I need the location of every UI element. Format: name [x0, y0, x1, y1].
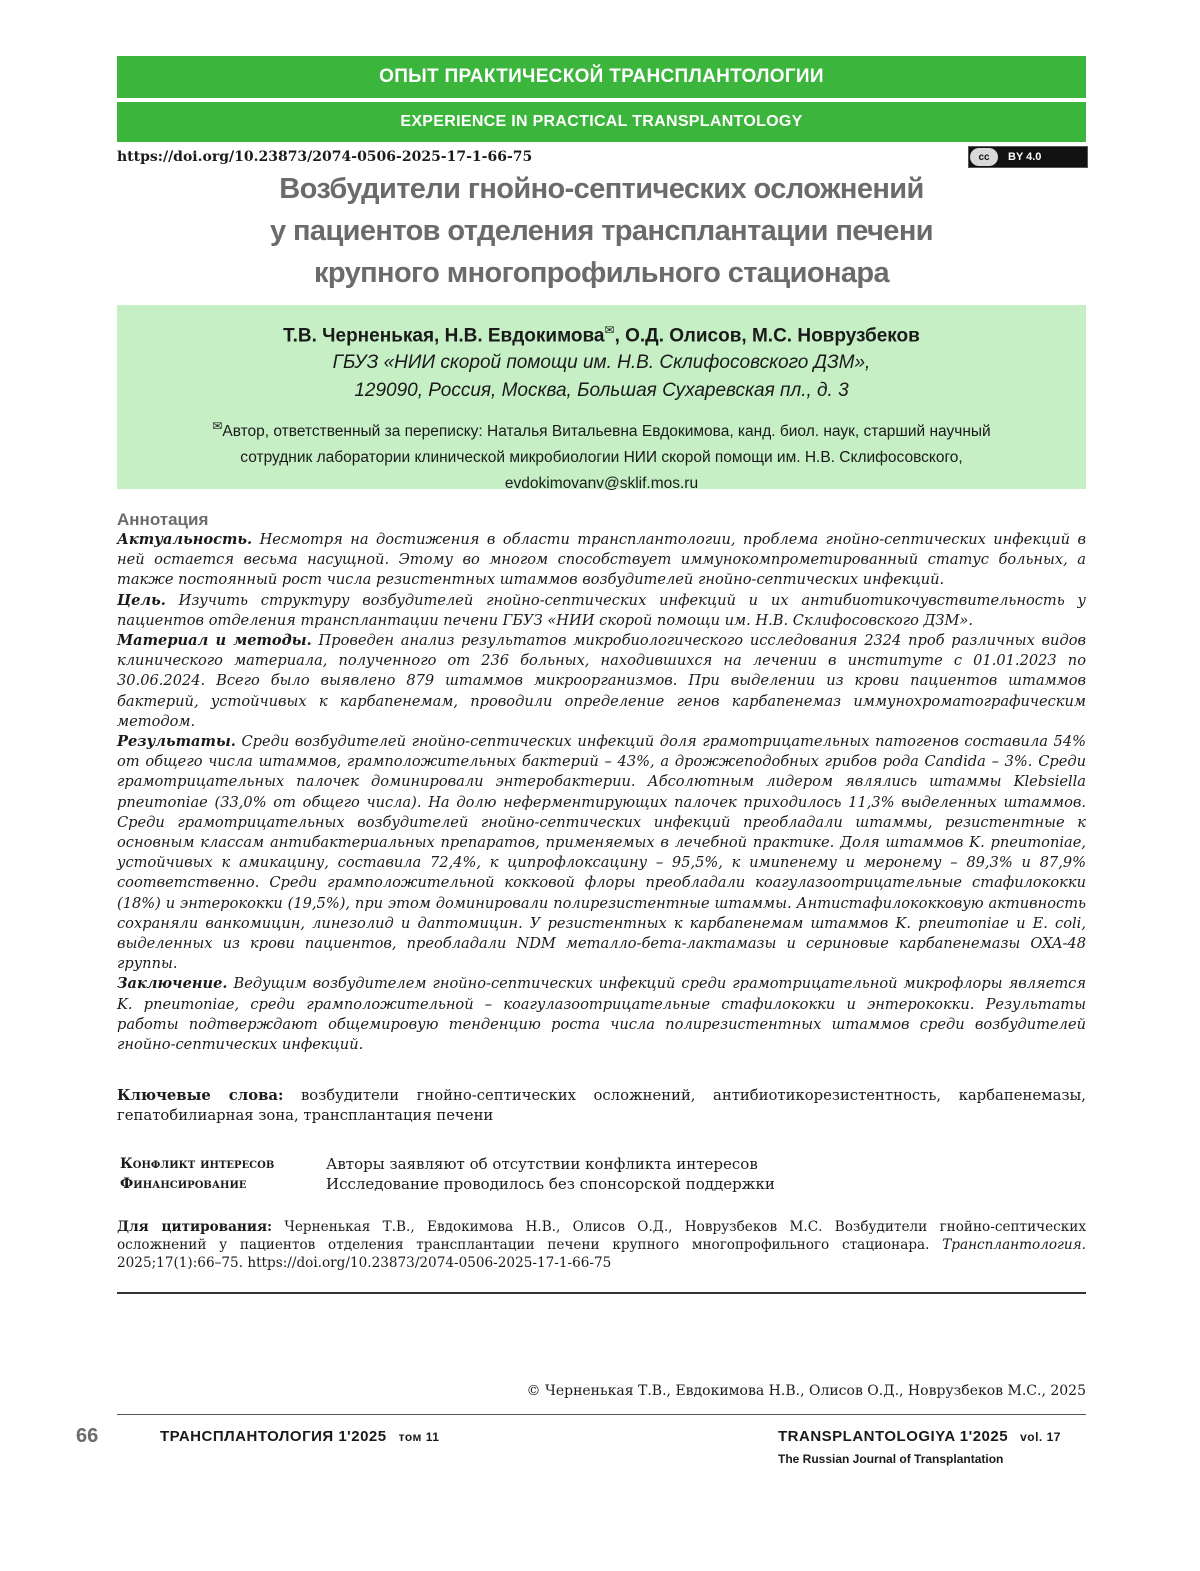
funding-value: Исследование проводилось без спонсорской поддержки [326, 1175, 775, 1193]
conflict-row [120, 1154, 775, 1174]
license-label: BY 4.0 [1008, 151, 1042, 163]
abstract-conclusion: Заключение. Ведущим возбудителем гнойно-септических инфекций среди грамотрицательной микрофлоры является K. pneumoniae, среди грамположительной – коагулазоотрицательные стафилококки и энтерококки. Результаты работы подтверждают общемировую тенденцию роста числа полирезистентных штаммов среди возбудителей гнойно-септических инфекций. [117, 975, 1086, 1054]
envelope-icon: ✉ [604, 323, 615, 337]
copyright: © Черненькая Т.В., Евдокимова Н.В., Олисов О.Д., Новрузбеков М.С., 2025 [526, 1383, 1086, 1399]
correspondence-line: сотрудник лаборатории клинической микробиологии НИИ скорой помощи им. Н.В. Склифосовского, [240, 449, 963, 467]
author-list [117, 317, 1086, 349]
doi-link[interactable]: https://doi.org/10.23873/2074-0506-2025-17-1-66-75 [117, 149, 533, 165]
funding-label: Финансирование [120, 1176, 247, 1192]
article-title [117, 168, 1086, 294]
creative-commons-icon: cc [970, 148, 998, 166]
title-line: Возбудители гнойно-септических осложнений [279, 173, 924, 205]
affiliation-address: 129090, Россия, Москва, Большая Сухаревская пл., д. 3 [354, 380, 849, 402]
conflict-value: Авторы заявляют об отсутствии конфликта интересов [326, 1155, 758, 1173]
divider [117, 1292, 1086, 1294]
citation: Для цитирования: Черненькая Т.В., Евдокимова Н.В., Олисов О.Д., Новрузбеков М.С. Возбудители гнойно-септических осложнений у пациентов отделения трансплантации печени крупного многопрофильного стационара. Трансплантология. 2025;17(1):66–75. https://doi.org/10.23873/2074-0506-2025-17-1-66-75 [117, 1219, 1086, 1271]
abstract [117, 510, 1086, 1055]
cc-license-badge[interactable] [968, 146, 1088, 168]
journal-subtitle: The Russian Journal of Transplantation [778, 1452, 1004, 1466]
abstract-methods: Материал и методы. Проведен анализ результатов микробиологического исследования 2324 проб различных видов клинического материала, полученного от 236 больных, находившихся на лечении в институте с 01.01.2023 по 30.06.2024. Всего было выявлено 879 штаммов микроорганизмов. При выделении из крови пациентов штаммов бактерий, устойчивых к карбапенемам, проводили определение генов карбапенемаз иммунохроматографическим методом. [117, 632, 1086, 730]
title-line: крупного многопрофильного стационара [313, 257, 890, 289]
journal-name-en: TRANSPLANTOLOGIYA 1'2025 vol. 17 [778, 1428, 1061, 1445]
journal-name-ru: ТРАНСПЛАНТОЛОГИЯ 1'2025 том 11 [160, 1428, 440, 1445]
section-banner-ru: ОПЫТ ПРАКТИЧЕСКОЙ ТРАНСПЛАНТОЛОГИИ [117, 56, 1086, 98]
authors-part: , О.Д. Олисов, М.С. Новрузбеков [614, 325, 920, 347]
correspondence-line: Автор, ответственный за переписку: Наталья Витальевна Евдокимова, канд. биол. наук, старший научный [222, 423, 991, 441]
abstract-aim: Цель. Изучить структуру возбудителей гнойно-септических инфекций и их антибиотикочувствительность у пациентов отделения трансплантации печени ГБУЗ «НИИ скорой помощи им. Н.В. Склифосовского ДЗМ». [117, 591, 1086, 629]
funding-row [120, 1174, 775, 1194]
abstract-heading: Аннотация [117, 510, 209, 529]
divider [117, 1414, 1086, 1415]
abstract-body [117, 530, 1086, 1055]
correspondence-email[interactable]: evdokimovanv@sklif.mos.ru [504, 475, 699, 493]
article-meta [120, 1154, 775, 1194]
conflict-label: Конфликт интересов [120, 1156, 275, 1172]
affiliation-line: ГБУЗ «НИИ скорой помощи им. Н.В. Склифосовского ДЗМ», [332, 352, 871, 374]
keywords: Ключевые слова: возбудители гнойно-септических осложнений, антибиотикорезистентность, карбапенемазы, гепатобилиарная зона, трансплантация печени [117, 1087, 1086, 1124]
title-line: у пациентов отделения трансплантации печени [270, 215, 933, 247]
section-banner-en: EXPERIENCE IN PRACTICAL TRANSPLANTOLOGY [117, 102, 1086, 142]
authors-part: Т.В. Черненькая, Н.В. Евдокимова [283, 325, 605, 347]
abstract-relevance: Актуальность. Несмотря на достижения в области трансплантологии, проблема гнойно-септических инфекций в ней остается весьма насущной. Этому во многом способствует иммунокомпрометированный статус больных, а также постоянный рост числа резистентных штаммов возбудителей гнойно-септических инфекций. [117, 531, 1086, 589]
abstract-results: Результаты. Среди возбудителей гнойно-септических инфекций доля грамотрицательных патогенов составила 54% от общего числа штаммов, грамположительных бактерий – 43%, а дрожжеподобных грибов рода Candida – 3%. Среди грамотрицательных палочек доминировали энтеробактерии. Абсолютным лидером являлись штаммы Klebsiella pneumoniae (33,0% от общего числа). На долю неферментирующих палочек приходилось 11,3% выделенных штаммов. Среди грамотрицательных возбудителей гнойно-септических инфекций преобладали штаммы, резистентные к основным классам антибактериальных препаратов, применяемых в лечебной практике. Доля штаммов K. pneumoniae, устойчивых к амикацину, составила 72,4%, к ципрофлоксацину – 95,5%, к имипенему и меронему – 89,3% и 87,9% соответственно. Среди грамположительной кокковой флоры преобладали коагулазоотрицательные стафилококки (18%) и энтерококки (19,5%), при этом доминировали полирезистентные штаммы. Антистафилококковую активность сохраняли ванкомицин, линезолид и даптомицин. У резистентных к карбапенемам штаммов K. pneumoniae и E. coli, выделенных из крови пациентов, преобладали NDM металло-бета-лактамазы и сериновые карбапенемазы OXA-48 группы. [117, 733, 1086, 973]
correspondence-note [117, 413, 1086, 497]
envelope-icon: ✉ [212, 419, 223, 434]
authors-block [117, 305, 1086, 493]
page-number: 66 [76, 1425, 99, 1447]
